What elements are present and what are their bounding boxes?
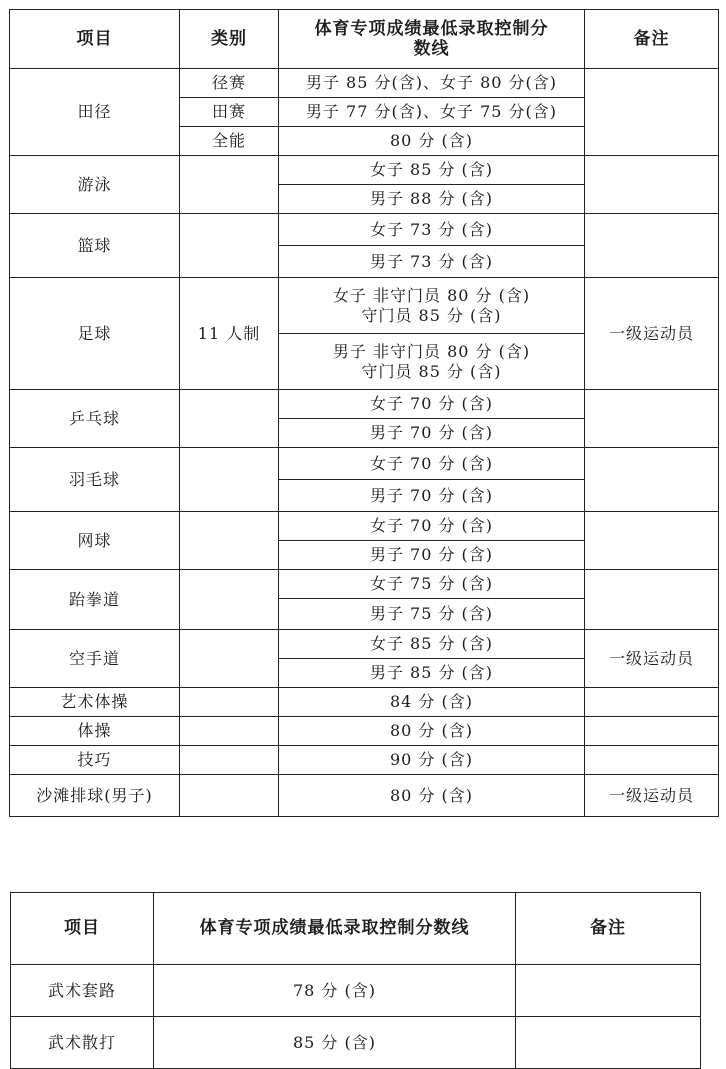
category-cell: 田赛 (180, 98, 279, 127)
note-cell (516, 965, 701, 1017)
note-cell (585, 717, 719, 746)
score-line: 守门员 85 分 (含) (361, 305, 502, 325)
table-row (10, 390, 719, 419)
category-cell (180, 512, 279, 570)
project-cell: 体操 (10, 717, 180, 746)
header-score: 体育专项成绩最低录取控制分数线 (154, 893, 516, 965)
header-score (279, 10, 585, 69)
category-cell: 径赛 (180, 69, 279, 98)
project-cell: 篮球 (10, 214, 180, 278)
score-cell: 女子 73 分 (含) (279, 214, 585, 246)
score-cell: 80 分 (含) (279, 717, 585, 746)
score-cell: 84 分 (含) (279, 688, 585, 717)
note-cell (585, 390, 719, 448)
project-cell: 游泳 (10, 156, 180, 214)
project-cell: 田径 (10, 69, 180, 156)
score-cell: 女子 70 分 (含) (279, 512, 585, 541)
header-category: 类别 (180, 10, 279, 69)
header-score-line-2: 数线 (413, 39, 450, 59)
category-cell: 11 人制 (180, 278, 279, 390)
note-cell (516, 1017, 701, 1069)
header-row (11, 893, 701, 965)
score-cell: 80 分 (含) (279, 775, 585, 817)
table-row (10, 156, 719, 185)
score-cell: 男子 75 分 (含) (279, 599, 585, 630)
table-row (10, 630, 719, 659)
score-cell: 男子 77 分(含)、女子 75 分(含) (279, 98, 585, 127)
score-cell: 男子 85 分(含)、女子 80 分(含) (279, 69, 585, 98)
note-cell: 一级运动员 (585, 775, 719, 817)
score-cell: 90 分 (含) (279, 746, 585, 775)
table-row (11, 965, 701, 1017)
table-row (10, 214, 719, 246)
category-cell (180, 717, 279, 746)
project-cell: 羽毛球 (10, 448, 180, 512)
score-cell: 男子 73 分 (含) (279, 246, 585, 278)
note-cell (585, 448, 719, 512)
header-score-line-1: 体育专项成绩最低录取控制分 (314, 18, 549, 39)
table-row (10, 717, 719, 746)
project-cell: 乒乓球 (10, 390, 180, 448)
category-cell (180, 214, 279, 278)
project-cell: 足球 (10, 278, 180, 390)
table-row (10, 448, 719, 480)
note-cell (585, 512, 719, 570)
project-cell: 空手道 (10, 630, 180, 688)
score-cell: 男子 70 分 (含) (279, 480, 585, 512)
table-row (10, 688, 719, 717)
score-cell: 女子 70 分 (含) (279, 390, 585, 419)
table-row (10, 512, 719, 541)
header-row (10, 10, 719, 69)
score-line: 女子 非守门员 80 分 (含) (332, 286, 531, 306)
note-cell (585, 570, 719, 630)
table-row (10, 69, 719, 98)
score-cell: 78 分 (含) (154, 965, 516, 1017)
project-cell: 武术套路 (11, 965, 154, 1017)
table-row (10, 570, 719, 599)
category-cell (180, 390, 279, 448)
note-cell: 一级运动员 (585, 630, 719, 688)
score-cell: 女子 70 分 (含) (279, 448, 585, 480)
note-cell: 一级运动员 (585, 278, 719, 390)
score-cell: 80 分 (含) (279, 127, 585, 156)
header-note: 备注 (585, 10, 719, 69)
score-cell: 男子 70 分 (含) (279, 541, 585, 570)
table-row (10, 746, 719, 775)
note-cell (585, 746, 719, 775)
note-cell (585, 156, 719, 214)
project-cell: 技巧 (10, 746, 180, 775)
project-cell: 武术散打 (11, 1017, 154, 1069)
table-row (10, 278, 719, 334)
score-table-main (9, 9, 719, 817)
score-table-wushu (10, 892, 701, 1069)
table-row (11, 1017, 701, 1069)
category-cell: 全能 (180, 127, 279, 156)
project-cell: 艺术体操 (10, 688, 180, 717)
note-cell (585, 688, 719, 717)
note-cell (585, 214, 719, 278)
score-cell: 女子 85 分 (含) (279, 156, 585, 185)
header-project: 项目 (11, 893, 154, 965)
category-cell (180, 746, 279, 775)
score-cell: 女子 75 分 (含) (279, 570, 585, 599)
category-cell (180, 775, 279, 817)
score-cell: 85 分 (含) (154, 1017, 516, 1069)
category-cell (180, 630, 279, 688)
score-cell: 女子 85 分 (含) (279, 630, 585, 659)
note-cell (585, 69, 719, 156)
project-cell: 网球 (10, 512, 180, 570)
score-cell (279, 278, 585, 334)
score-line: 守门员 85 分 (含) (361, 361, 502, 381)
score-line: 男子 非守门员 80 分 (含) (332, 342, 531, 362)
header-project: 项目 (10, 10, 180, 69)
score-cell (279, 334, 585, 390)
category-cell (180, 156, 279, 214)
table-row (10, 775, 719, 817)
score-cell: 男子 88 分 (含) (279, 185, 585, 214)
project-cell: 跆拳道 (10, 570, 180, 630)
category-cell (180, 688, 279, 717)
project-cell: 沙滩排球(男子) (10, 775, 180, 817)
header-note: 备注 (516, 893, 701, 965)
score-cell: 男子 85 分 (含) (279, 659, 585, 688)
category-cell (180, 570, 279, 630)
score-cell: 男子 70 分 (含) (279, 419, 585, 448)
category-cell (180, 448, 279, 512)
